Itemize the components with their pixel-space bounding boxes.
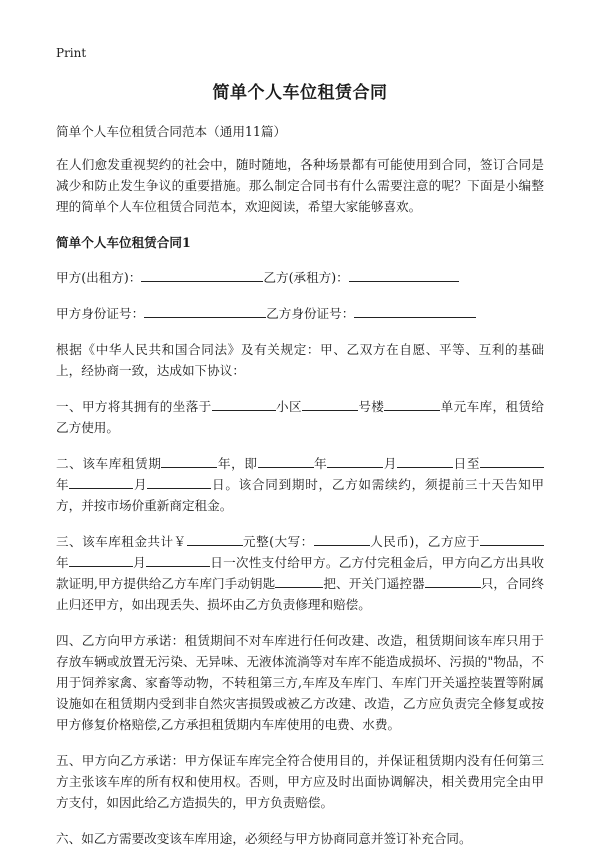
clause-2-text: 年 — [313, 456, 328, 471]
blank — [384, 397, 440, 411]
clause-3-text: 月 — [132, 555, 146, 570]
clause-1 — [56, 396, 544, 438]
clause-3 — [56, 531, 544, 615]
party-b-blank — [349, 268, 459, 282]
blank — [275, 574, 323, 588]
blank — [314, 532, 370, 546]
clause-1-text: 号楼 — [357, 399, 385, 414]
blank — [69, 553, 133, 567]
party-a-blank — [141, 268, 263, 282]
id-b-label: 乙方身份证号： — [266, 306, 355, 321]
blank — [480, 532, 544, 546]
blank — [212, 397, 276, 411]
blank — [302, 397, 358, 411]
blank — [397, 454, 453, 468]
clause-2-text: 月 — [383, 456, 398, 471]
clause-3-text: 三、该车库租金共计￥ — [56, 534, 187, 549]
document-body — [56, 78, 544, 864]
intro-paragraph: 在人们愈发重视契约的社会中，随时随地，各种场景都有可能使用到合同，签订合同是减少和防止发生争议的重要措施。那么制定合同书有什么需要注意的呢？下面是小编整理的简单个人车位租赁合同范本，欢迎阅读，希望大家能够喜欢。 — [56, 157, 544, 214]
blank — [480, 454, 544, 468]
clause-3-text: 年 — [56, 555, 69, 570]
blank — [258, 454, 314, 468]
doc-subtitle: 简单个人车位租赁合同范本（通用11篇） — [56, 124, 287, 139]
id-a-label: 甲方身份证号： — [56, 306, 145, 321]
blank — [161, 454, 217, 468]
clause-5: 五、甲方向乙方承诺：甲方保证车库完全符合使用目的，并保证租赁期内没有任何第三方主张该车库的所有权和使用权。否则，甲方应及时出面协调解决，相关费用完全由甲方支付，如因此给乙方造损失的，甲方负责赔偿。 — [56, 753, 544, 810]
party-b-label: 乙方(承租方)： — [263, 270, 349, 285]
id-line — [56, 303, 544, 324]
clause-3-text: 人民币)，乙方应于 — [369, 534, 480, 549]
print-link[interactable]: Print — [56, 46, 87, 60]
clause-2-text: 年，即 — [217, 456, 258, 471]
clause-1-text: 一、甲方将其拥有的坐落于 — [56, 399, 212, 414]
blank — [69, 475, 133, 489]
clause-3-text: 元整(大写： — [242, 534, 314, 549]
clause-1-text: 单元车库，租赁给乙方使用。 — [56, 399, 544, 435]
blank — [187, 532, 243, 546]
clause-3-text: 只，合同终止归还甲方，如出现丢失、损坏由乙方负责修理和赔偿。 — [56, 576, 545, 612]
section-heading: 简单个人车位租赁合同1 — [56, 235, 191, 250]
clause-2-text: 月 — [133, 477, 148, 492]
id-a-blank — [144, 304, 266, 318]
blank — [147, 475, 211, 489]
id-b-blank — [354, 304, 476, 318]
blank — [425, 574, 481, 588]
clause-3-text: 日一次性支付给甲方。乙方付完租金后，甲方向乙方出具收款证明,甲方提供给乙方车库门手动钥匙 — [56, 555, 545, 591]
clause-2-text: 二、该车库租赁期 — [56, 456, 162, 471]
clause-2-text: 日至 — [453, 456, 481, 471]
clause-2-text: 年 — [56, 477, 70, 492]
clause-1-text: 小区 — [275, 399, 302, 414]
party-a-label: 甲方(出租方)： — [56, 270, 142, 285]
clause-6: 六、如乙方需要改变该车库用途，必须经与甲方协商同意并签订补充合同。 — [56, 831, 472, 846]
page-title: 简单个人车位租赁合同 — [212, 83, 388, 103]
clause-3-text: 把、开关门遥控器 — [323, 576, 425, 591]
clause-4: 四、乙方向甲方承诺：租赁期间不对车库进行任何改建、改造，租赁期间该车库只用于存放车辆或放置无污染、无异味、无液体流淌等对车库不能造成损坏、污损的"物品，不用于饲养家禽、家畜等动物，不转租第三方,车库及车库门、车库门开关遥控装置等附属设施如在租赁期内受到非自然灾害损毁或被乙方改建、改造，乙方应负责完全修复或按甲方修复价格赔偿,乙方承担租赁期内车库使用的电费、水费。 — [56, 633, 544, 732]
clause-2-text: 日。该合同到期时，乙方如需续约，须提前三十天告知甲方，并按市场价重新商定租金。 — [56, 477, 545, 513]
clause-2 — [56, 453, 544, 516]
parties-line — [56, 267, 544, 288]
basis-paragraph: 根据《中华人民共和国合同法》及有关规定：甲、乙双方在自愿、平等、互利的基础上，经协商一致，达成如下协议： — [56, 342, 544, 378]
blank — [327, 454, 383, 468]
blank — [146, 553, 210, 567]
